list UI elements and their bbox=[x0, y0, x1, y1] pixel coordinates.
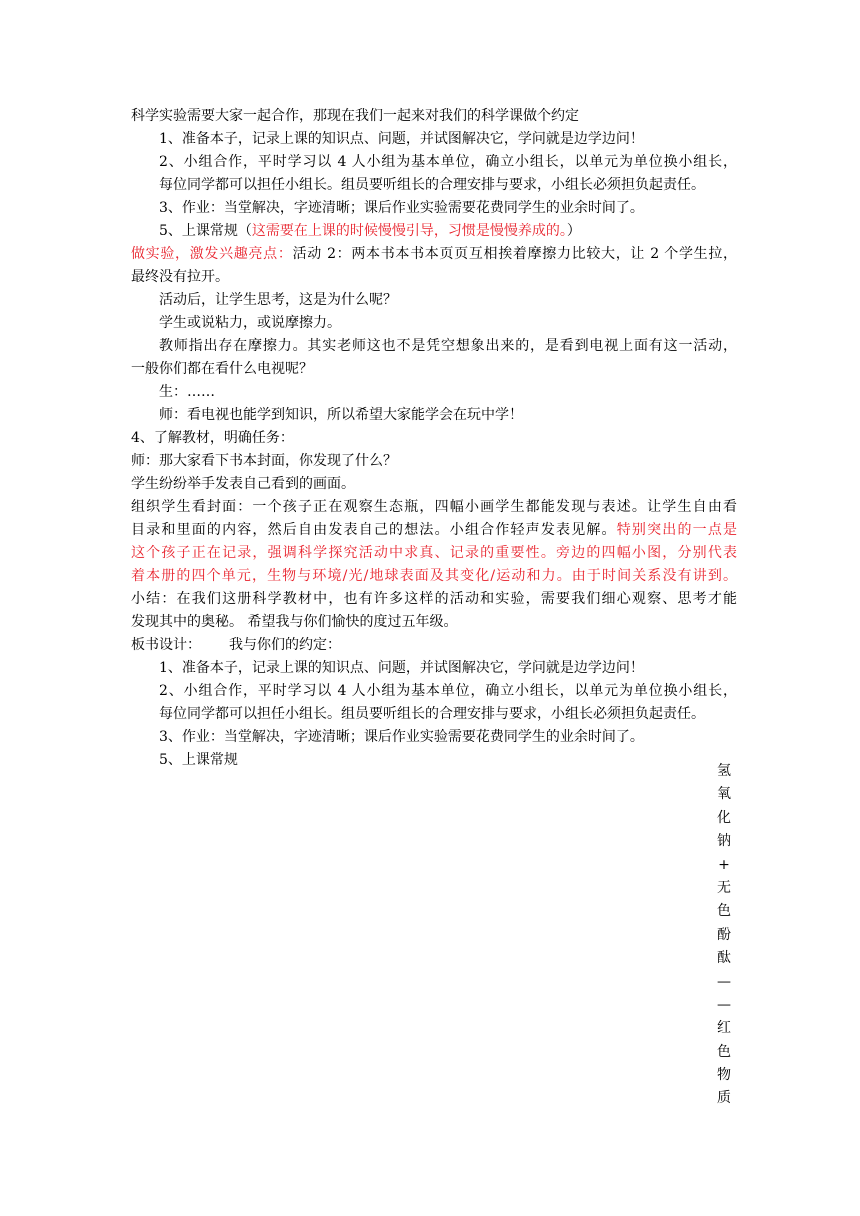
vertical-char: 色 bbox=[717, 903, 731, 920]
rule-5-note: 这需要在上课的时候慢慢引导，习惯是慢慢养成的。 bbox=[251, 223, 567, 239]
rule-5-prefix: 5、上课常规（ bbox=[159, 223, 252, 239]
vertical-char: 质 bbox=[717, 1090, 731, 1107]
vertical-chemistry-note bbox=[712, 760, 736, 1111]
vertical-char: 钠 bbox=[717, 833, 731, 850]
organize-line-c: 这个孩子正在记录，强调科学探究活动中求真、记录的重要性。旁边的四幅小图，分别代表 bbox=[131, 545, 737, 561]
board-design bbox=[131, 634, 737, 657]
rule-2-line-a: 2、小组合作，平时学习以 4 人小组为基本单位，确立小组长，以单元为单位换小组长， bbox=[159, 154, 737, 170]
student-dots: 生：…… bbox=[159, 384, 215, 400]
vertical-char: — bbox=[717, 973, 731, 990]
board-rule-2-line-a: 2、小组合作，平时学习以 4 人小组为基本单位，确立小组长，以单元为单位换小组长， bbox=[159, 683, 737, 699]
vertical-char: + bbox=[718, 856, 730, 873]
teacher-point-a: 教师指出存在摩擦力。其实老师这也不是凭空想象出来的，是看到电视上面有这一活动， bbox=[159, 338, 737, 354]
organize-line-a: 组织学生看封面：一个孩子正在观察生态瓶，四幅小画学生都能发现与表述。让学生自由看 bbox=[131, 499, 737, 515]
rule-1: 1、准备本子，记录上课的知识点、问题，并试图解决它，学问就是边学边问！ bbox=[159, 131, 644, 147]
board-title: 我与你们的约定： bbox=[229, 637, 341, 653]
vertical-char: — bbox=[717, 996, 731, 1013]
activity-line-a bbox=[131, 243, 737, 266]
teacher-point-b: 一般你们都在看什么电视呢？ bbox=[131, 361, 313, 377]
teacher-cover: 师：那大家看下书本封面，你发现了什么？ bbox=[131, 453, 397, 469]
vertical-char: 物 bbox=[717, 1067, 731, 1084]
student-answer: 学生或说粘力，或说摩擦力。 bbox=[159, 315, 341, 331]
board-label: 板书设计： bbox=[131, 637, 201, 653]
organize-highlight: 特别突出的一点是 bbox=[616, 522, 738, 538]
summary-line-a: 小结：在我们这册科学教材中，也有许多这样的活动和实验，需要我们细心观察、思考才能 bbox=[131, 591, 737, 607]
organize-line-b bbox=[131, 519, 737, 542]
board-rule-1: 1、准备本子，记录上课的知识点、问题，并试图解决它，学问就是边学边问！ bbox=[159, 660, 644, 676]
activity-text: 活动 2：两本书本书本页页互相挨着摩擦力比较大，让 2 个学生拉， bbox=[292, 246, 738, 262]
rule-5-suffix: ） bbox=[566, 223, 581, 239]
board-rule-2-line-b: 每位同学都可以担任小组长。组员要听组长的合理安排与要求，小组长必须担负起责任。 bbox=[159, 706, 705, 722]
rule-5 bbox=[131, 220, 737, 243]
summary-line-b: 发现其中的奥秘。 希望我与你们愉快的度过五年级。 bbox=[131, 614, 458, 630]
teacher-tv: 师：看电视也能学到知识，所以希望大家能学会在玩中学！ bbox=[159, 407, 523, 423]
vertical-char: 色 bbox=[717, 1043, 731, 1060]
document-body bbox=[131, 105, 737, 772]
activity-heading: 做实验，激发兴趣亮点： bbox=[131, 246, 293, 262]
organize-text: 目录和里面的内容，然后自由发表自己的想法。小组合作轻声发表见解。 bbox=[131, 522, 617, 538]
rule-2-line-b: 每位同学都可以担任小组长。组员要听组长的合理安排与要求，小组长必须担负起责任。 bbox=[159, 177, 705, 193]
after-activity: 活动后，让学生思考，这是为什么呢？ bbox=[159, 292, 397, 308]
board-rule-5: 5、上课常规 bbox=[159, 752, 238, 768]
intro-line: 科学实验需要大家一起合作，那现在我们一起来对我们的科学课做个约定 bbox=[131, 108, 579, 124]
organize-line-d: 着本册的四个单元，生物与环境/光/地球表面及其变化/运动和力。由于时间关系没有讲到。 bbox=[131, 568, 737, 584]
section-4-heading: 4、了解教材，明确任务： bbox=[131, 430, 294, 446]
vertical-char: 红 bbox=[717, 1020, 731, 1037]
vertical-char: 氧 bbox=[717, 786, 731, 803]
board-rule-3: 3、作业：当堂解决，字迹清晰；课后作业实验需要花费同学生的业余时间了。 bbox=[159, 729, 644, 745]
activity-line-b: 最终没有拉开。 bbox=[131, 269, 229, 285]
students-raise: 学生纷纷举手发表自己看到的画面。 bbox=[131, 476, 355, 492]
vertical-char: 无 bbox=[717, 879, 731, 896]
vertical-char: 酞 bbox=[717, 950, 731, 967]
rule-3: 3、作业：当堂解决，字迹清晰；课后作业实验需要花费同学生的业余时间了。 bbox=[159, 200, 644, 216]
vertical-char: 化 bbox=[717, 809, 731, 826]
vertical-char: 酚 bbox=[717, 926, 731, 943]
vertical-char: 氢 bbox=[717, 763, 731, 779]
